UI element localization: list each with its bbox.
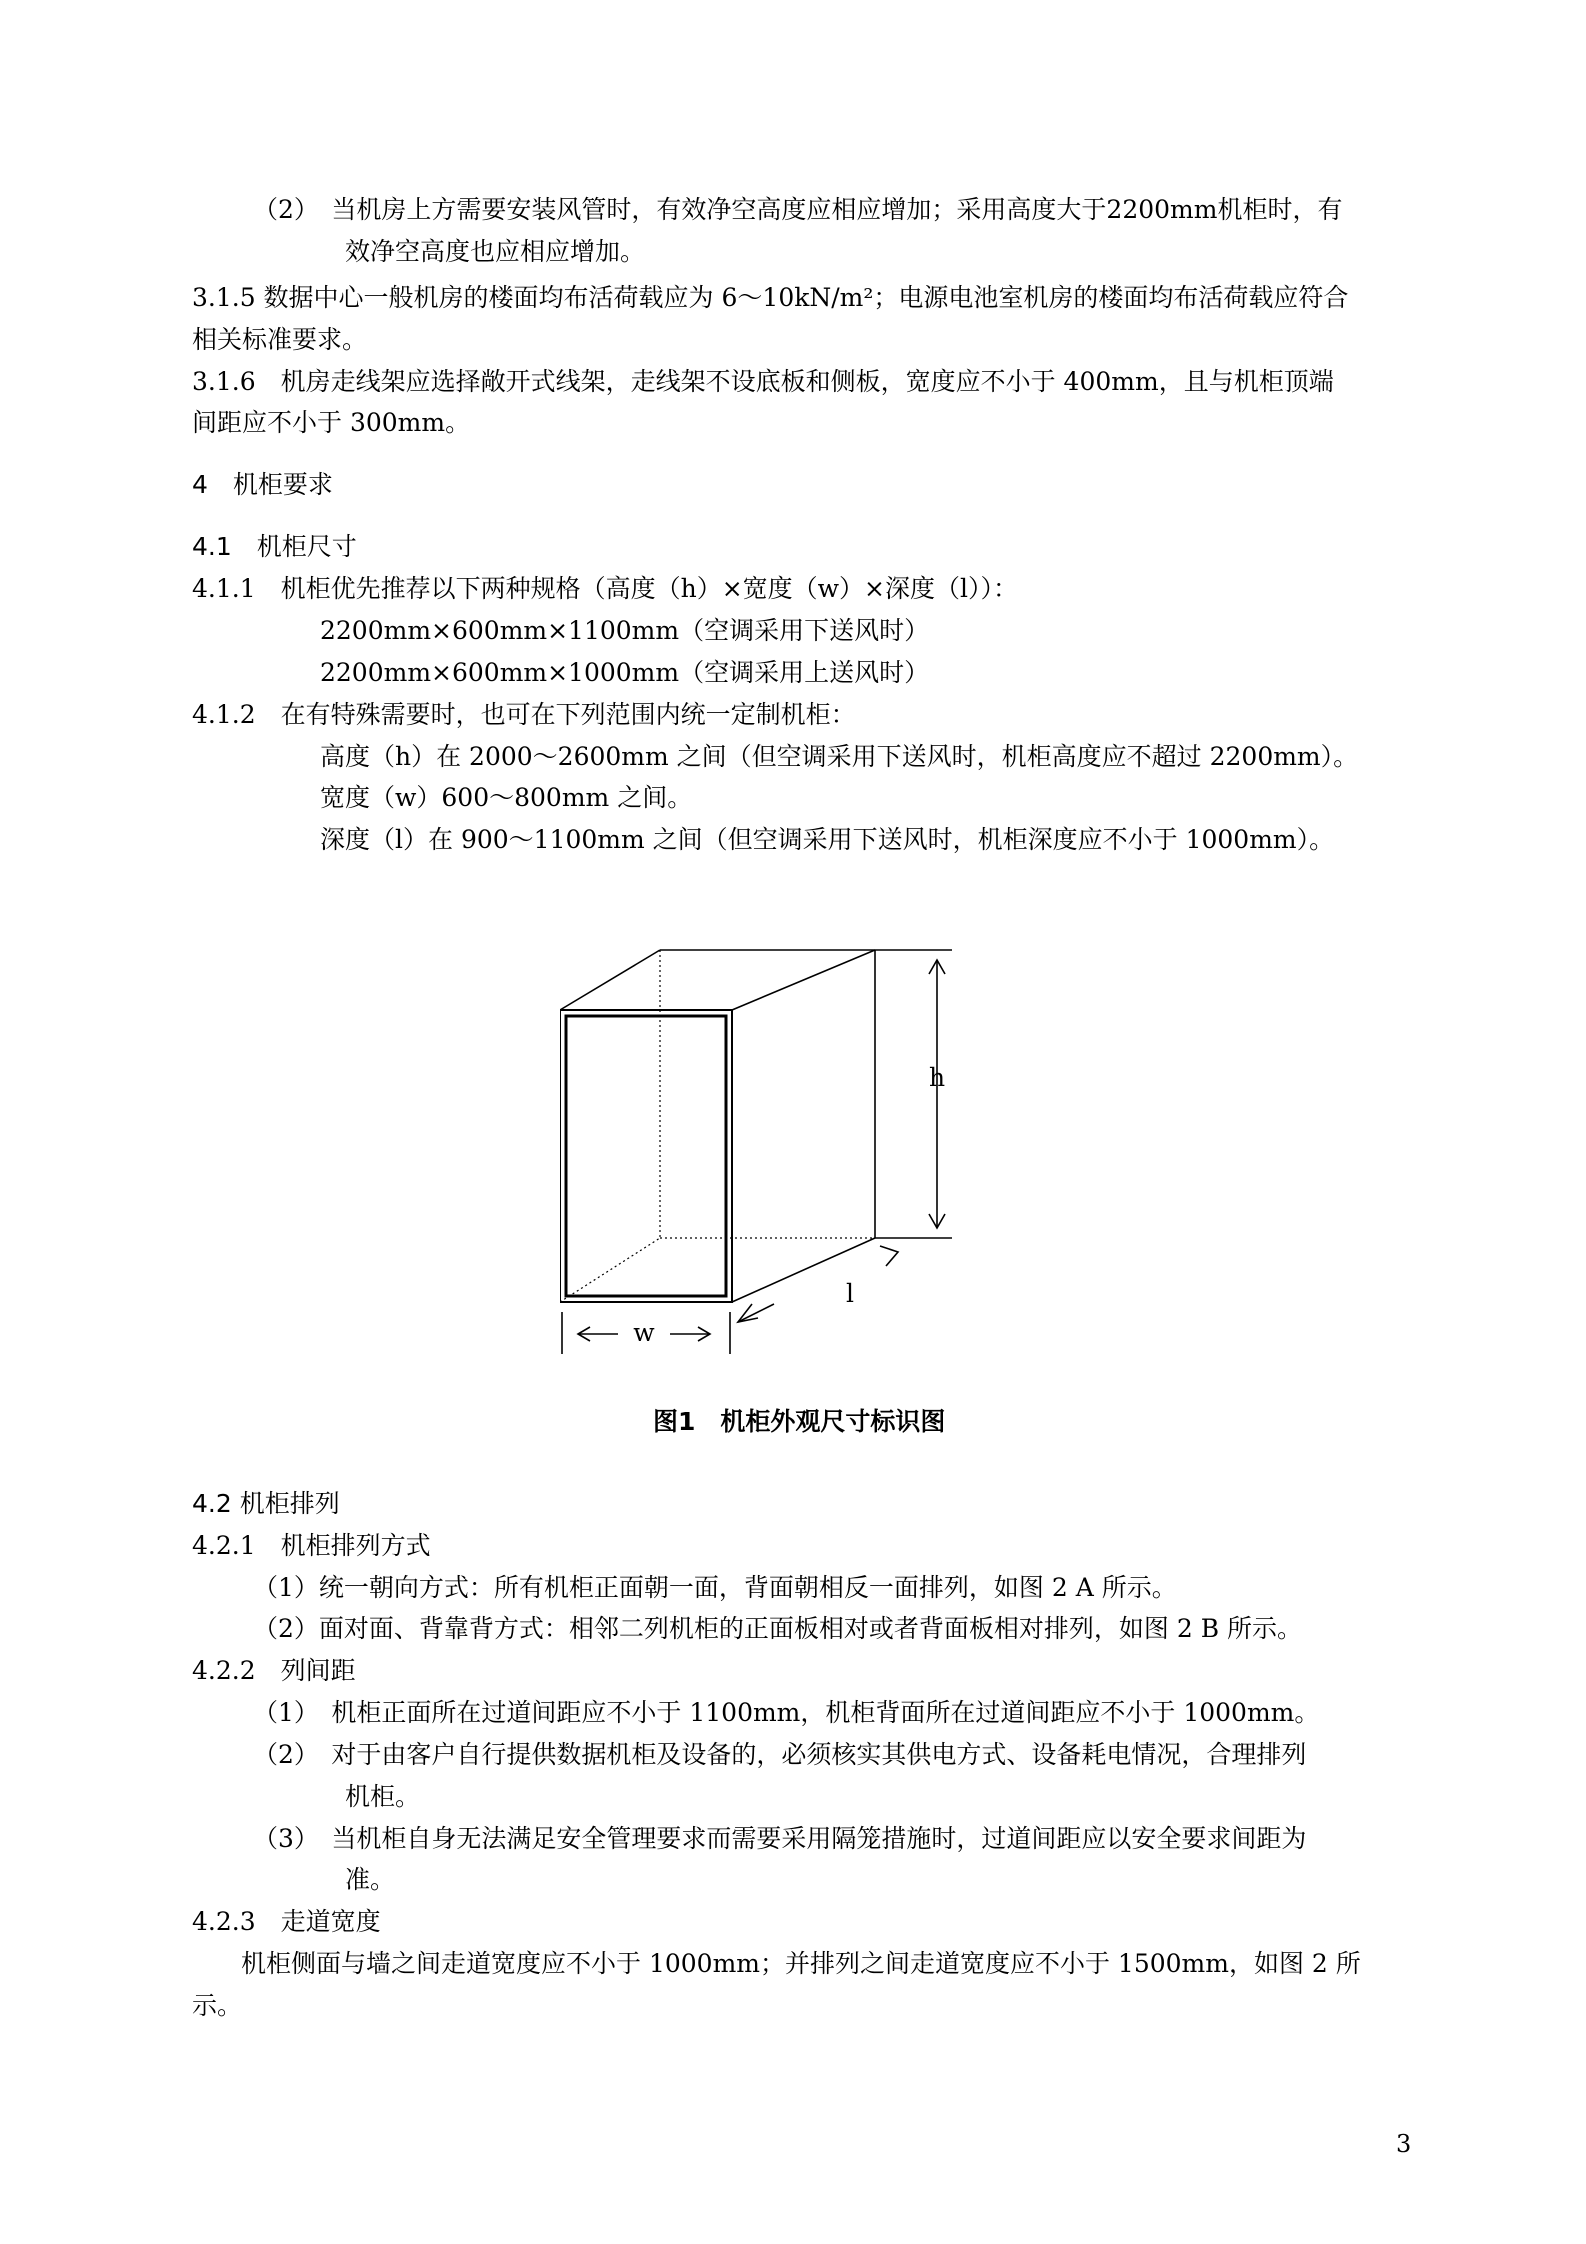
subsection-heading: 4.1 机柜尺寸: [192, 532, 357, 561]
text-line: 2200mm×600mm×1100mm（空调采用下送风时）: [320, 616, 930, 645]
cabinet-dimension-diagram: [560, 930, 980, 1390]
text-line: 2200mm×600mm×1000mm（空调采用上送风时）: [320, 658, 930, 687]
hidden-diagonal-edge: [560, 1238, 660, 1302]
text-line: 4.2.1 机柜排列方式: [192, 1531, 431, 1560]
text-line: 4.2.3 走道宽度: [192, 1907, 381, 1936]
text-line: 机柜侧面与墙之间走道宽度应不小于 1000mm；并排列之间走道宽度应不小于 1500mm，如图 2 所: [241, 1949, 1361, 1978]
text-line: 宽度（w）600～800mm 之间。: [320, 783, 693, 812]
figure-caption: 图1 机柜外观尺寸标识图: [653, 1407, 946, 1436]
top-right-edge: [732, 950, 875, 1010]
text-line: 高度（h）在 2000～2600mm 之间（但空调采用下送风时，机柜高度应不超过 2200mm）。: [320, 742, 1359, 771]
top-left-edge: [560, 950, 660, 1010]
label-l: l: [846, 1279, 854, 1308]
text-line: 相关标准要求。: [192, 325, 368, 354]
text-line: （2）面对面、背靠背方式：相邻二列机柜的正面板相对或者背面板相对排列，如图 2 B 所示。: [253, 1614, 1303, 1643]
l-dimension-line: [738, 1304, 774, 1322]
text-line: 3.1.6 机房走线架应选择敞开式线架，走线架不设底板和侧板，宽度应不小于 400mm，且与机柜顶端: [192, 367, 1334, 396]
text-line: 深度（l）在 900～1100mm 之间（但空调采用下送风时，机柜深度应不小于 1000mm）。: [320, 825, 1335, 854]
text-line: （1）统一朝向方式：所有机柜正面朝一面，背面朝相反一面排列，如图 2 A 所示。: [253, 1573, 1177, 1602]
text-line: 4.1.1 机柜优先推荐以下两种规格（高度（h）×宽度（w）×深度（l））：: [192, 574, 1019, 603]
text-line: 4.2.2 列间距: [192, 1656, 356, 1685]
subsection-heading: 4.2 机柜排列: [192, 1489, 340, 1518]
front-face-frame: [566, 1016, 726, 1296]
text-line: 机柜。: [345, 1782, 421, 1811]
text-line: 准。: [345, 1865, 396, 1894]
section-heading: 4 机柜要求: [192, 470, 333, 499]
label-w: w: [633, 1318, 655, 1347]
text-line: （2） 对于由客户自行提供数据机柜及设备的，必须核实其供电方式、设备耗电情况，合理排列: [253, 1740, 1307, 1769]
front-face-outer: [560, 1010, 732, 1302]
text-line: 4.1.2 在有特殊需要时，也可在下列范围内统一定制机柜：: [192, 700, 856, 729]
text-line: （2） 当机房上方需要安装风管时，有效净空高度应相应增加；采用高度大于2200mm机柜时，有: [253, 195, 1343, 224]
l-arrow-back: [880, 1246, 898, 1266]
text-line: 示。: [192, 1991, 243, 2020]
page-number: 3: [1396, 2130, 1412, 2158]
text-line: 3.1.5 数据中心一般机房的楼面均布活荷载应为 6～10kN/m²；电源电池室机房的楼面均布活荷载应符合: [192, 283, 1349, 312]
text-line: （3） 当机柜自身无法满足安全管理要求而需要采用隔笼措施时，过道间距应以安全要求间距为: [253, 1824, 1307, 1853]
text-line: （1） 机柜正面所在过道间距应不小于 1100mm，机柜背面所在过道间距应不小于 1000mm。: [253, 1698, 1320, 1727]
text-line: 间距应不小于 300mm。: [192, 408, 471, 437]
label-h: h: [928, 1063, 946, 1092]
text-line: 效净空高度也应相应增加。: [345, 237, 646, 266]
